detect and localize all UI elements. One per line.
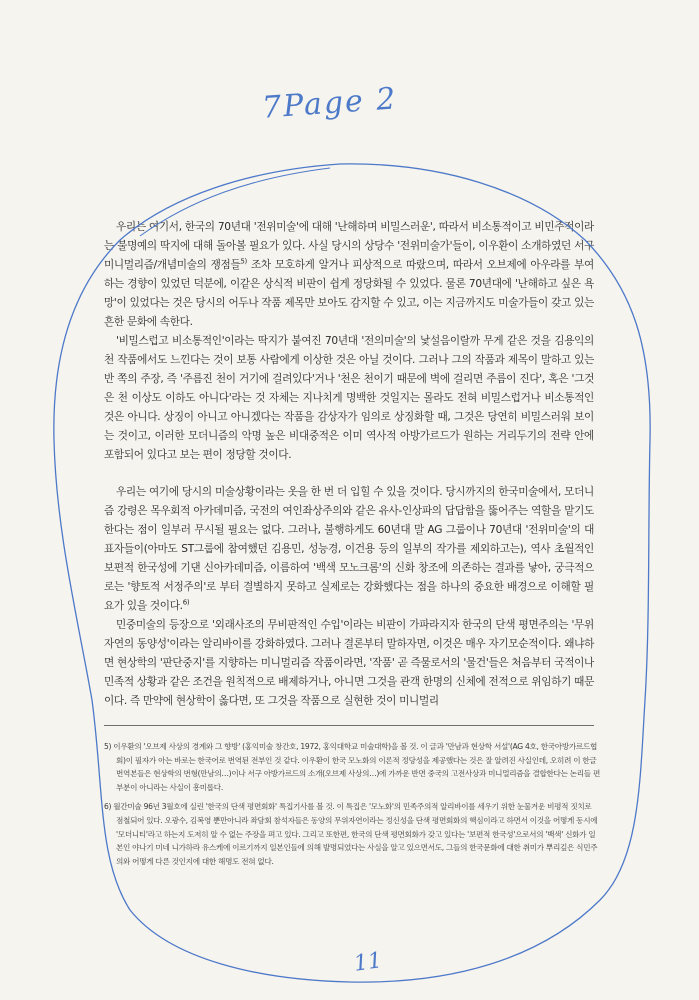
handwritten-page-note: 7Page 2 [260,81,399,126]
handwritten-page-number: 11 [352,948,384,977]
paragraph-4: 민중미술의 등장으로 '외래사조의 무비판적인 수입'이라는 비판이 가파라지자 한국의 단색 평면주의는 '무위자연의 동양성'이라는 알리바이를 강화하였다. 그러나 결론부터 말하자면, 이것은 매우 자기모순적이다. 왜냐하면 현상학의 '판단중지'를 지향하는 미니멀리즘 작품이라면, '작품' 곧 즉물로서의 '물건'들은 처음부터 국적이나 민족적 상황과 같은 조건을 원칙적으로 배제하거나, 아니면 그것을 관객 한명의 신체에 전적으로 위임하기 때문이다. 즉 만약에 현상학이 옳다면, 또 그것을 작품으로 실현한 것이 미니멀리 [104,619,594,707]
paragraph-3-text: 우리는 여기에 당시의 미술상황이라는 옷을 한 번 더 입힐 수 있을 것이다. 당시까지의 한국미술에서, 모더니즘 강령은 목우회적 아카데미즘, 국전의 여인좌상주의와 같은 유사-인상파의 답답함을 뚫어주는 역할을 맡기도 한다는 점이 일부러 무시될 필요는 없다. 그러나, 불행하게도 60년대 말 AG 그룹이나 70년대 '전위미술'의 대표자들이(아마도 ST그룹에 참여했던 김용민, 성능경, 이건용 등의 일부의 작가를 제외하고는), 역사 초월적인 보편적 한국성에 기댄 신아카데미즘, 이름하여 '백색 모노크롬'의 신화 창조에 의존하는 결과를 낳아, 궁극적으로는 '향토적 서정주의'로 부터 결별하지 못하고 실제로는 강화했다는 점을 하나의 중요한 배경으로 이해할 필요가 있을 것이다. [104,486,594,612]
body-text [104,218,594,711]
footnotes [104,740,600,874]
paragraph-3 [104,483,594,616]
footnote-ref-5: 5) [240,257,247,266]
paragraph-1-text: 우리는 여기서, 한국의 70년대 '전위미술'에 대해 '난해하며 비밀스러운', 따라서 비소통적이고 비민주적이라는 불명예의 딱지에 대해 돌아볼 필요가 있다. 사실 당시의 상당수 '전위미술가'들이, 이우환이 소개하였던 서구 미니멀리즘/개념미술의 쟁점들 [104,221,594,271]
footnote-ref-6: 6) [182,598,190,607]
footnote-5: 5) 이우환의 '오브제 사상의 경계와 그 향방' (홍익미술 창간호, 1972, 홍익대학교 미술대학)을 볼 것. 이 글과 '만남과 현상학 서설'(AG 4호, 한국아방가르드협회)이 필자가 아는 바로는 한국어로 번역된 전부인 것 같다. 이우환이 한국 모노화의 이론적 정당성을 제공했다는 것은 잘 알려진 사실인데, 오히려 이 한글 번역본들은 현상학의 번형(만남의…)이나 서구 아방가르드의 소개(오브제 사상의…)에 가까운 반면 중국의 고전사상과 미니멀리즘을 결합한다는 논리들 편 부분이 아니라는 사실이 흥미롭다. [104,742,600,792]
paragraph-1-cont: 조차 모호하게 알거나 피상적으로 따랐으며, 따라서 오브제에 아우라를 부여하는 경향이 있었던 덕분에, 이같은 상식적 비판이 쉽게 정당화될 수 있었다. 물론 70년대에 '난해하고 싶은 욕망'이 있었다는 것은 당시의 어두나 작품 제목만 보아도 감지할 수 있고, 이는 지금까지도 미술가들이 갖고 있는 흔한 문화에 속한다. [104,259,594,328]
footnote-divider [104,725,594,726]
paragraph-2: '비밀스럽고 비소통적인'이라는 딱지가 붙여진 70년대 '전의미술'의 낯설음이랄까 무게 같은 것을 김용익의 천 작품에서도 느낀다는 것이 보통 사람에게 이상한 것은 아닐 것이다. 그러나 그의 작품과 제목이 말하고 있는 반 쪽의 주장, 즉 '주름진 천이 거기에 걸려있다'거나 '천은 천이기 때문에 벽에 걸리면 주름이 진다', 혹은 '그것은 천 이상도 이하도 아니다'라는 것 자체는 지나치게 명백한 것일지는 몰라도 전혀 비밀스럽거나 비소통적인 것은 아니다. 상징이 아니고 아니겠다는 작품을 감상자가 임의로 상징화할 때, 그것은 당연히 비밀스러워 보이는 것이고, 이러한 모더니즘의 악명 높은 비대중적은 이미 역사적 아방가르드가 원하는 거리두기의 전략 안에 포함되어 있다고 보는 편이 정당할 것이다. [104,335,594,461]
footnote-6: 6) 월간미술 96년 3월호에 실린 '한국의 단색 평면회화' 특집기사를 볼 것. 이 특집은 '모노화'의 민족주의적 알리바이를 세우기 위한 눈물겨운 비평적 짓치로 점철되어 있다. 오광수, 김복영 뿐만아니라 좌담회 참석자들은 동양의 무위자연이라는 정신성을 단색 평면회화의 핵심이라고 하면서 이것을 어떻게 동시에 '모더니티'라고 하는지 도저히 알 수 없는 주장을 펴고 있다. 그리고 또한편, 한국의 단색 평면회화가 갖고 있다는 '보편적 한국성'으로서의 '백색' 신화가 일본인 야나기 미네 니가하라 유스케에 이르기까지 일본인들에 의해 발명되었다는 사실을 알고 있으면서도, 그들의 한국문화에 대한 취미가 뿌리깊은 식민주의와 어떻게 다른 것인지에 대한 해명도 전혀 없다. [104,802,598,866]
paragraph-1 [104,218,594,332]
